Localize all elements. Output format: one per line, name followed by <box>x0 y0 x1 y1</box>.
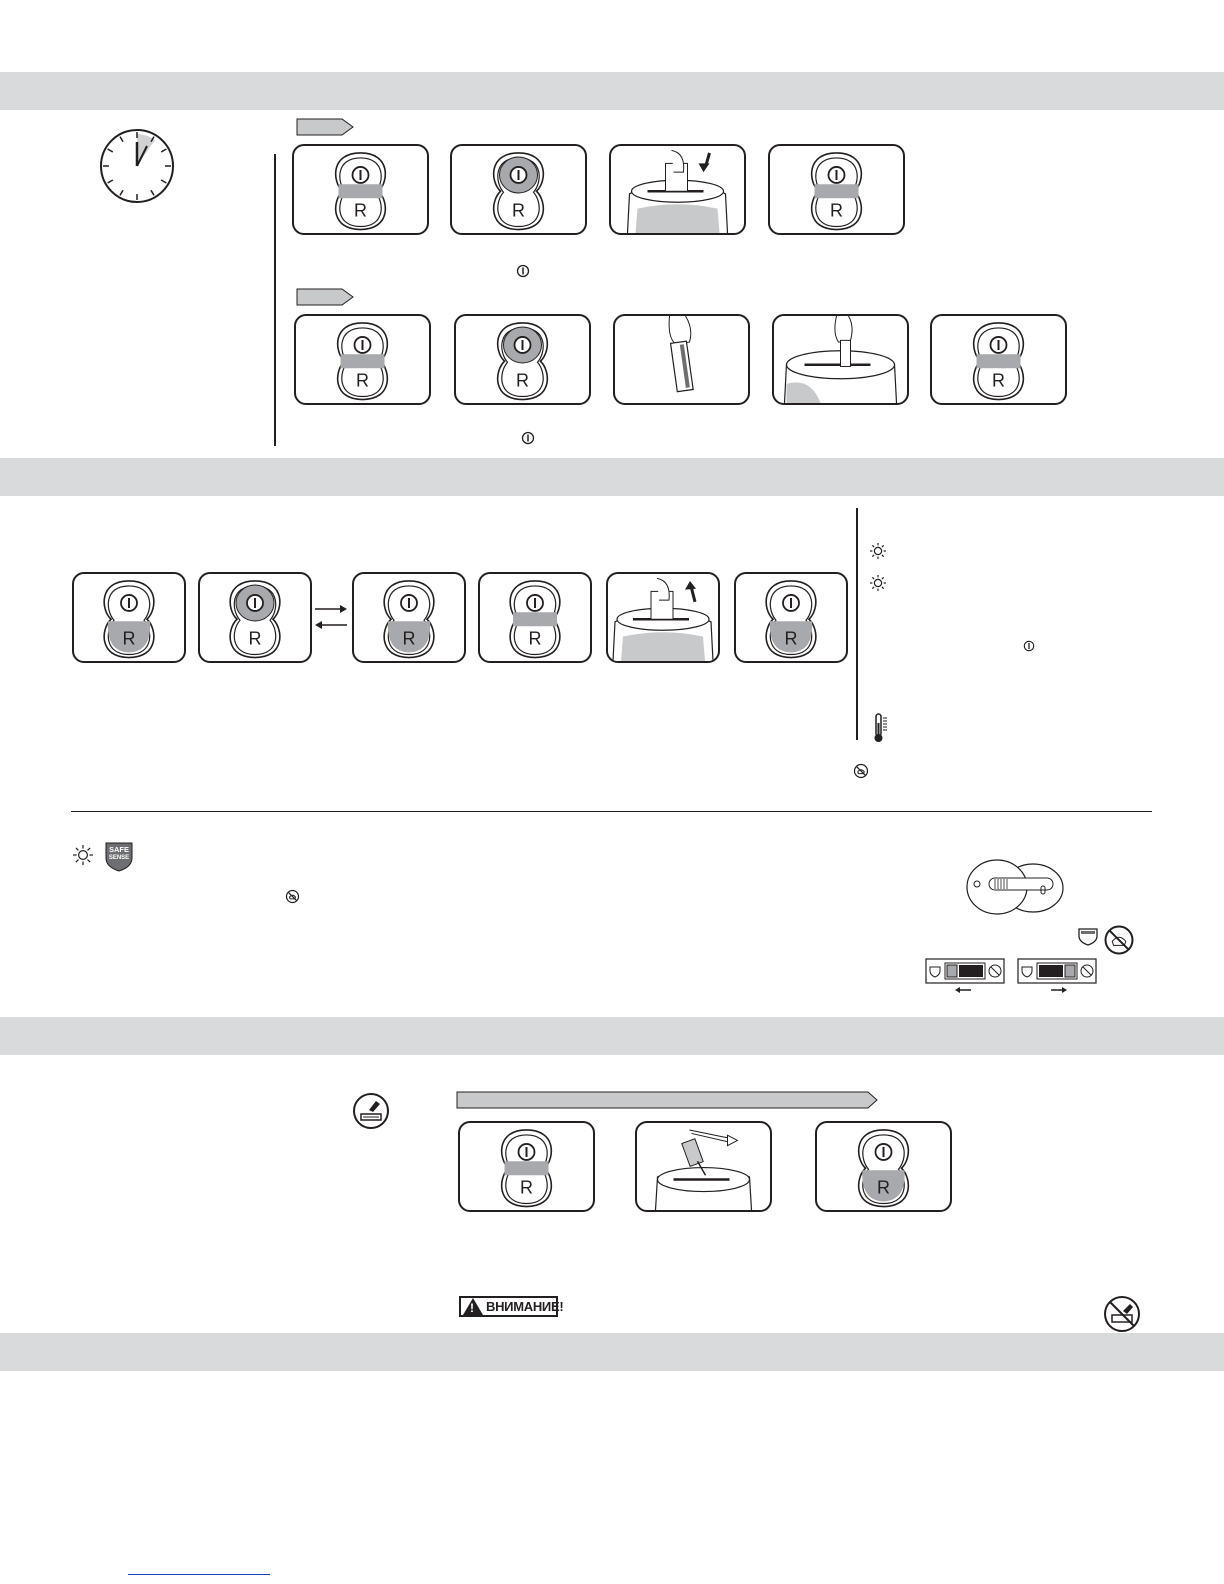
reverse-letter: R <box>520 1177 533 1198</box>
step-panel <box>734 572 848 663</box>
no-oil-icon <box>1103 1295 1141 1333</box>
warning-triangle-icon <box>463 1298 483 1315</box>
shredder-insert-paper-icon <box>611 146 744 233</box>
power-symbol-icon <box>521 431 535 445</box>
control-button-icon <box>932 316 1065 403</box>
step-panel <box>635 1121 772 1212</box>
step-panel <box>292 144 429 235</box>
shield-icon <box>1077 925 1099 947</box>
reverse-letter: R <box>784 628 798 649</box>
clock-icon <box>99 128 175 204</box>
control-button-icon <box>200 574 310 661</box>
step-panel <box>609 144 746 235</box>
step-panel <box>815 1121 952 1212</box>
step-panel <box>478 572 592 663</box>
section-header-band-2 <box>0 458 1224 496</box>
step-panel <box>454 314 591 405</box>
reverse-letter: R <box>516 370 529 391</box>
reverse-letter: R <box>248 628 262 649</box>
step-panel <box>930 314 1067 405</box>
step-panel <box>72 572 186 663</box>
step-panel <box>352 572 466 663</box>
footer-link-underline <box>128 1574 270 1575</box>
control-button-icon <box>294 146 427 233</box>
sidebar-divider-line <box>856 508 858 740</box>
swap-arrows-icon <box>313 603 349 631</box>
step-tag-a <box>296 118 356 136</box>
control-button-icon <box>480 574 590 661</box>
no-hand-icon <box>853 763 869 779</box>
step-panel <box>613 314 750 405</box>
svg-text:SAFE: SAFE <box>108 845 130 854</box>
step-panel <box>606 572 720 663</box>
step-panel <box>772 314 909 405</box>
control-button-icon <box>74 574 184 661</box>
section-header-band-3 <box>0 1017 1224 1055</box>
shredder-insert-card-icon <box>774 316 907 403</box>
warning-label <box>459 1296 564 1317</box>
oil-icon <box>352 1092 390 1130</box>
control-button-icon <box>354 574 464 661</box>
reverse-letter: R <box>512 200 525 221</box>
step-panel <box>458 1121 595 1212</box>
step-panel <box>768 144 905 235</box>
safe-sense-switch-icon <box>965 858 1065 916</box>
switch-left-icon <box>925 958 1005 996</box>
reverse-letter: R <box>356 370 369 391</box>
section-header-band-4 <box>0 1333 1224 1371</box>
reverse-letter: R <box>830 200 843 221</box>
step-panel <box>294 314 431 405</box>
reverse-letter: R <box>528 628 542 649</box>
control-button-icon <box>770 146 903 233</box>
switch-right-icon <box>1017 958 1097 996</box>
control-button-icon <box>452 146 585 233</box>
reverse-letter: R <box>877 1177 890 1198</box>
control-button-icon <box>296 316 429 403</box>
reverse-letter: R <box>402 628 416 649</box>
control-button-icon <box>456 316 589 403</box>
no-hand-icon <box>1104 925 1134 955</box>
safe-sense-icon <box>104 840 134 872</box>
control-button-icon <box>736 574 846 661</box>
sun-icon <box>869 542 887 560</box>
no-hand-icon <box>285 889 300 904</box>
step-tag-b <box>296 288 356 306</box>
power-symbol-icon <box>516 264 530 278</box>
control-button-icon <box>460 1123 593 1210</box>
reverse-letter: R <box>122 628 136 649</box>
sun-icon <box>869 574 887 592</box>
thermometer-icon <box>873 713 891 743</box>
step-panel <box>198 572 312 663</box>
reverse-letter: R <box>354 200 367 221</box>
shredder-oil-icon <box>637 1123 770 1210</box>
shredder-remove-paper-icon <box>608 574 718 661</box>
arrow-bar <box>456 1091 880 1109</box>
section-header-band-1 <box>0 72 1224 110</box>
section-rule <box>71 811 1152 812</box>
control-button-icon <box>817 1123 950 1210</box>
section-divider-line <box>274 154 276 446</box>
step-panel <box>450 144 587 235</box>
power-symbol-icon <box>1023 640 1035 652</box>
reverse-letter: R <box>992 370 1005 391</box>
svg-text:SENSE: SENSE <box>108 855 130 861</box>
sun-icon <box>72 844 94 866</box>
warning-text: ВНИМАНИЕ! <box>486 1299 564 1314</box>
hand-credit-card-icon <box>615 316 748 403</box>
